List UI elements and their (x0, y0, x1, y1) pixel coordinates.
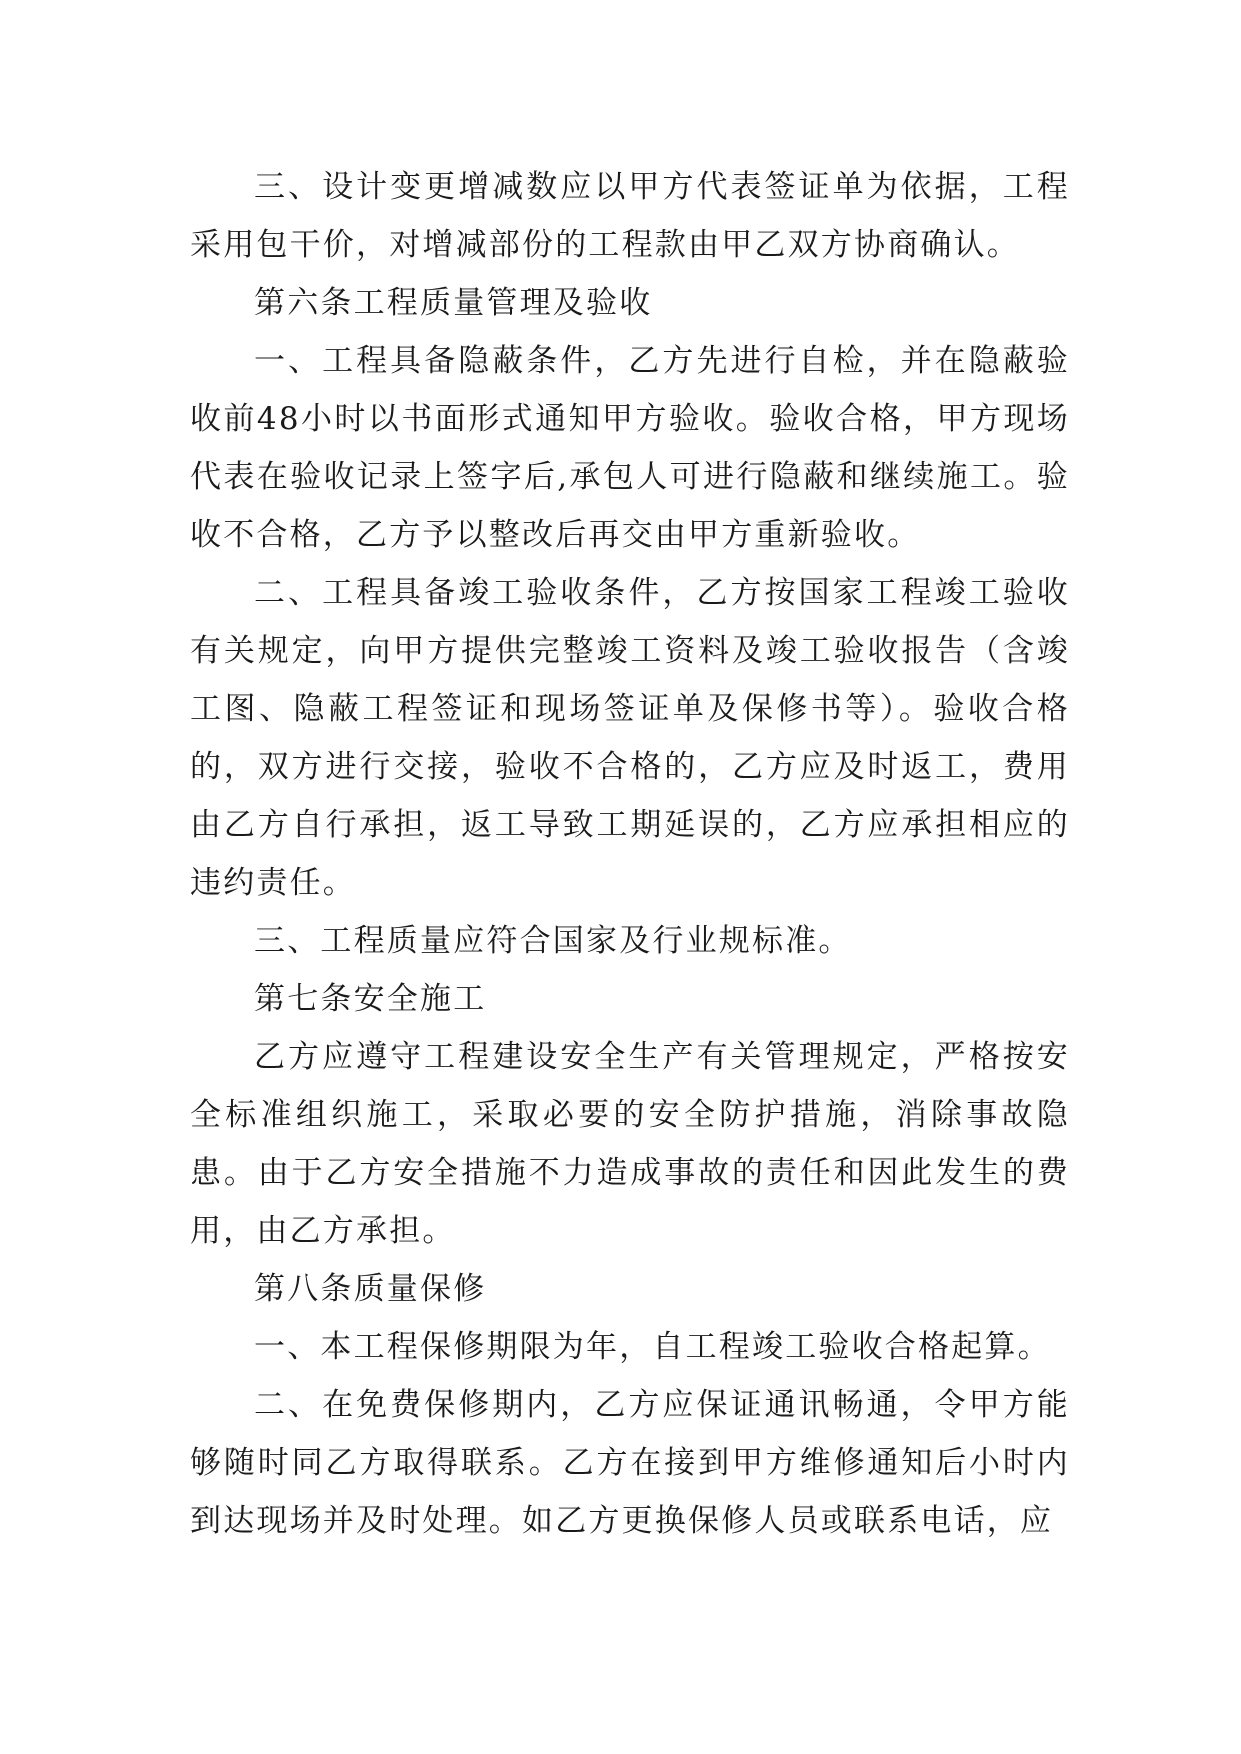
paragraph-concealed-acceptance: 一、工程具备隐蔽条件，乙方先进行自检，并在隐蔽验收前48小时以书面形式通知甲方验收。验收合格，甲方现场代表在验收记录上签字后,承包人可进行隐蔽和继续施工。验收不合格，乙方予以整改后再交由甲方重新验收。 (190, 343, 1070, 553)
paragraph-warranty-period: 一、本工程保修期限为年，自工程竣工验收合格起算。 (254, 1329, 1051, 1365)
document-body (190, 158, 1070, 1550)
paragraph-quality-standard: 三、工程质量应符合国家及行业规标准。 (254, 923, 852, 959)
heading-article-8: 第八条质量保修 (254, 1271, 487, 1307)
heading-article-6: 第六条工程质量管理及验收 (254, 285, 653, 321)
paragraph-safety: 乙方应遵守工程建设安全生产有关管理规定，严格按安全标准组织施工，采取必要的安全防护措施，消除事故隐患。由于乙方安全措施不力造成事故的责任和因此发生的费用，由乙方承担。 (190, 1039, 1070, 1249)
paragraph-warranty-service: 二、在免费保修期内，乙方应保证通讯畅通，令甲方能够随时同乙方取得联系。乙方在接到甲方维修通知后小时内到达现场并及时处理。如乙方更换保修人员或联系电话，应 (190, 1387, 1070, 1539)
paragraph-change-pricing: 三、设计变更增减数应以甲方代表签证单为依据，工程采用包干价，对增减部份的工程款由甲乙双方协商确认。 (190, 169, 1070, 263)
paragraph-completion-acceptance: 二、工程具备竣工验收条件，乙方按国家工程竣工验收有关规定，向甲方提供完整竣工资料及竣工验收报告（含竣工图、隐蔽工程签证和现场签证单及保修书等）。验收合格的，双方进行交接，验收不合格的，乙方应及时返工，费用由乙方自行承担，返工导致工期延误的，乙方应承担相应的违约责任。 (190, 575, 1070, 901)
heading-article-7: 第七条安全施工 (254, 981, 487, 1017)
